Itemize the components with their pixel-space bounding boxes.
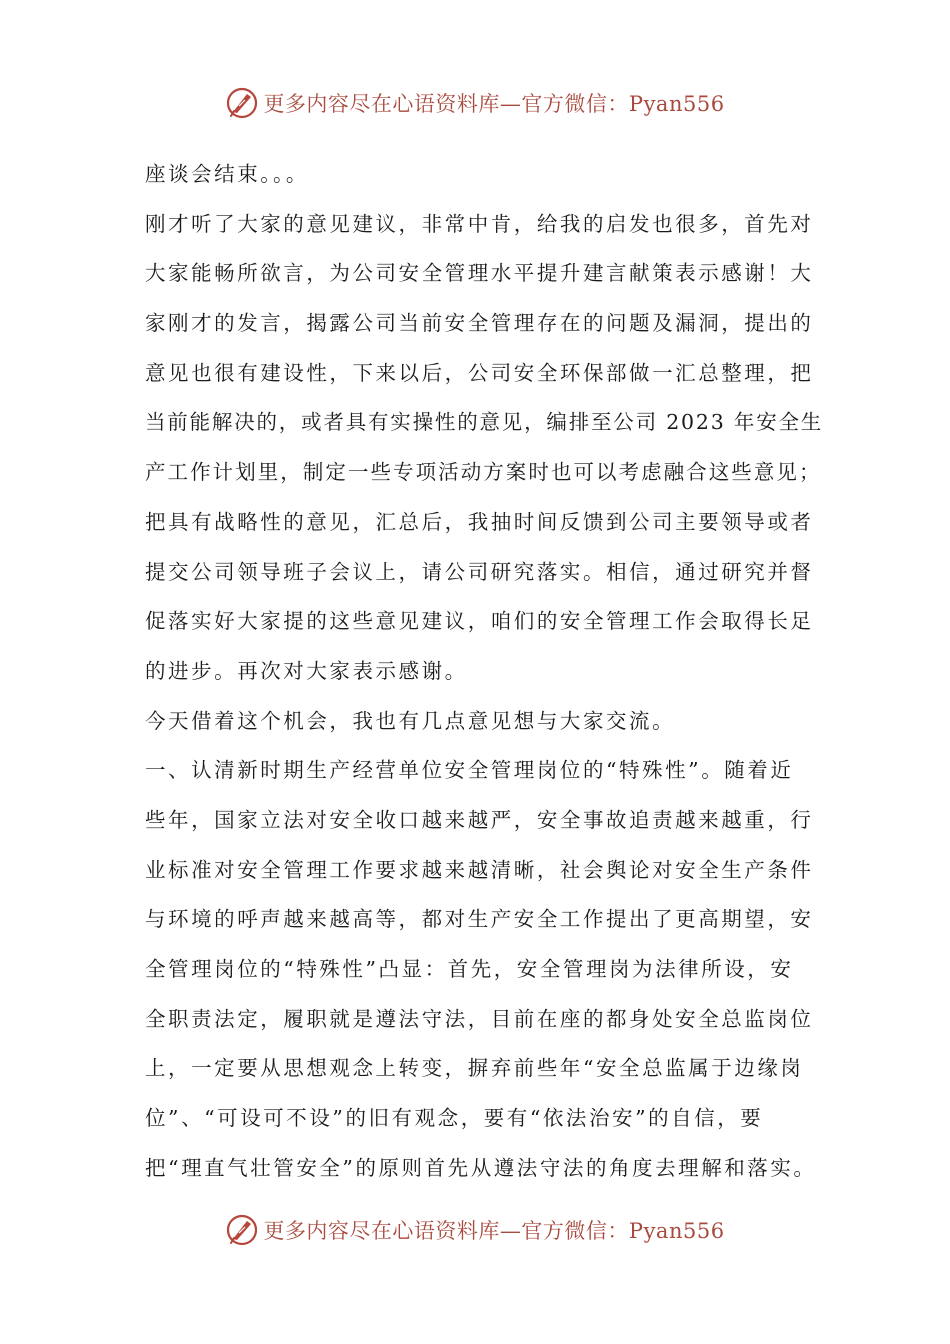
- footer-watermark: [0, 1210, 950, 1250]
- text-line: 产工作计划里，制定一些专项活动方案时也可以考虑融合这些意见；: [145, 460, 822, 485]
- document-body: [145, 150, 825, 1193]
- text-line: 今天借着这个机会，我也有几点意见想与大家交流。: [145, 708, 676, 733]
- text-line: 意见也很有建设性，下来以后，公司安全环保部做一汇总整理，把: [145, 360, 814, 385]
- text-line: 座谈会结束。。。: [145, 162, 309, 186]
- text-line: 全管理岗位的“特殊性”凸显：首先，安全管理岗为法律所设，安: [145, 957, 794, 981]
- text-line: 大家能畅所欲言，为公司安全管理水平提升建言献策表示感谢！大: [145, 261, 814, 286]
- text-line: 全职责法定，履职就是遵法守法，目前在座的都身处安全总监岗位: [145, 1006, 814, 1031]
- text-line: 业标准对安全管理工作要求越来越清晰，社会舆论对安全生产条件: [145, 857, 814, 882]
- text-line: 些年，国家立法对安全收口越来越严，安全事故追责越来越重，行: [145, 807, 814, 832]
- text-line: 把“理直气壮管安全”的原则首先从遵法守法的角度去理解和落实。: [145, 1155, 817, 1180]
- text-line: 促落实好大家提的这些意见建议，咱们的安全管理工作会取得长足: [145, 609, 814, 634]
- text-line: 位”、“可设可不设”的旧有观念，要有“依法治安”的自信，要: [145, 1106, 764, 1131]
- text-line: 家刚才的发言，揭露公司当前安全管理存在的问题及漏洞，提出的: [145, 311, 814, 336]
- text-line: 刚才听了大家的意见建议，非常中肯，给我的启发也很多，首先对: [145, 211, 814, 236]
- watermark-text: 更多内容尽在心语资料库—官方微信：Pyan556: [263, 92, 725, 116]
- text-line: 的进步。再次对大家表示感谢。: [145, 658, 468, 683]
- text-line: 上，一定要从思想观念上转变，摒弃前些年“安全总监属于边缘岗: [145, 1056, 804, 1081]
- text-line: 当前能解决的，或者具有实操性的意见，编排至公司 2023 年安全生: [145, 410, 824, 435]
- header-watermark: [0, 83, 950, 123]
- text-line: 把具有战略性的意见，汇总后，我抽时间反馈到公司主要领导或者: [145, 509, 814, 534]
- text-line: 提交公司领导班子会议上，请公司研究落实。相信，通过研究并督: [145, 559, 814, 584]
- quill-logo-icon: [225, 86, 259, 120]
- text-line: 一、认清新时期生产经营单位安全管理岗位的“特殊性”。随着近: [145, 758, 794, 783]
- quill-logo-icon: [225, 1213, 259, 1247]
- text-line: 与环境的呼声越来越高等，都对生产安全工作提出了更高期望，安: [145, 907, 814, 932]
- watermark-text: 更多内容尽在心语资料库—官方微信：Pyan556: [263, 1219, 725, 1243]
